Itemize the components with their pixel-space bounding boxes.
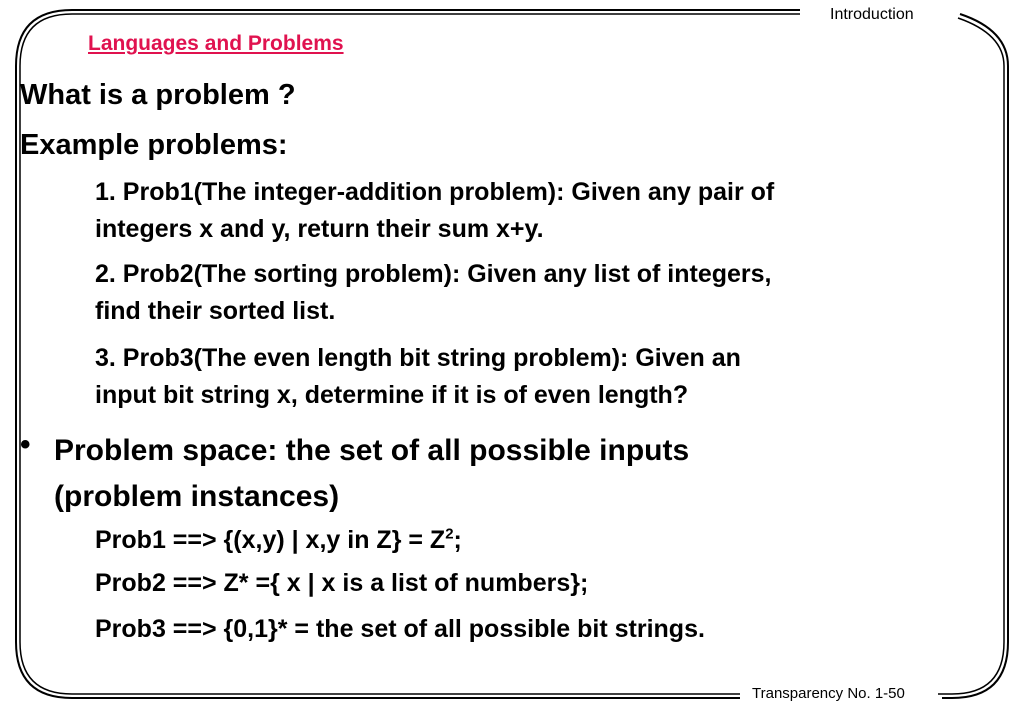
example-3-line-2: input bit string x, determine if it is of even length? [95, 381, 689, 409]
problem-space-line-1: Problem space: the set of all possible inputs [54, 434, 690, 467]
example-1 [95, 174, 774, 248]
example-1-line-1: 1. Prob1(The integer-addition problem): Given any pair of [95, 178, 775, 206]
examples-heading: Example problems: [20, 129, 288, 161]
space-prob3: Prob3 ==> {0,1}* = the set of all possible bit strings. [95, 615, 705, 643]
problem-space-line-2: (problem instances) [54, 480, 340, 513]
problem-space [54, 428, 689, 520]
example-2 [95, 256, 772, 330]
example-3 [95, 340, 741, 414]
space-prob1-end: ; [453, 526, 462, 554]
slide-title: Languages and Problems [88, 32, 344, 55]
space-prob2: Prob2 ==> Z* ={ x | x is a list of numbers}; [95, 569, 589, 597]
space-prob1-superscript: 2 [445, 525, 454, 543]
page-number: Transparency No. 1-50 [752, 685, 905, 702]
section-header: Introduction [830, 6, 914, 23]
example-3-line-1: 3. Prob3(The even length bit string problem): Given an [95, 344, 741, 372]
space-prob1-text: Prob1 ==> {(x,y) | x,y in Z} = Z [95, 526, 446, 554]
example-2-line-2: find their sorted list. [95, 297, 336, 325]
question-heading: What is a problem ? [20, 79, 296, 111]
main-bullet-marker: • [20, 428, 31, 461]
example-2-line-1: 2. Prob2(The sorting problem): Given any list of integers, [95, 260, 772, 288]
example-1-line-2: integers x and y, return their sum x+y. [95, 215, 544, 243]
space-prob1 [95, 522, 462, 559]
